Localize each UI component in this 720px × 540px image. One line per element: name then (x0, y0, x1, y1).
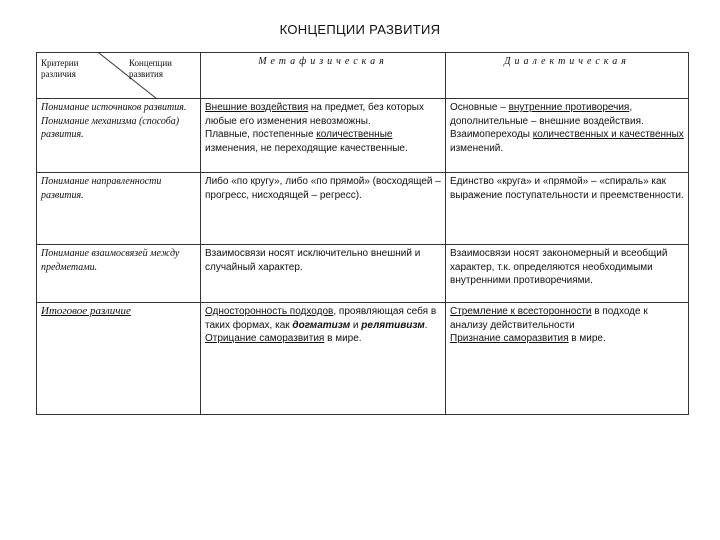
table-row (37, 173, 689, 245)
metaphysical-cell (201, 303, 446, 415)
criterion-cell (37, 303, 201, 415)
concepts-label-line2: развития (129, 69, 164, 79)
table-row (37, 245, 689, 303)
text-quantitative-qualitative: количественных и качественных (532, 129, 684, 140)
text-quantitative: количественные (316, 129, 393, 140)
criterion-sources: Понимание источников развития. (41, 102, 187, 113)
concepts-label (129, 58, 172, 80)
dialectical-cell (446, 303, 689, 415)
criterion-relations: Понимание взаимосвязей между предметами. (37, 245, 201, 303)
criteria-label (41, 58, 78, 80)
criteria-label-line2: различия (41, 69, 76, 79)
metaphysical-cell: Взаимосвязи носят исключительно внешний и случайный характер. (201, 245, 446, 303)
corner-cell (37, 53, 201, 99)
criterion-final: Итоговое различие (41, 305, 131, 317)
criterion-direction: Понимание направленности развития. (37, 173, 201, 245)
metaphysical-cell (201, 99, 446, 173)
text-comprehensiveness: Стремление к всесторонности (450, 306, 592, 317)
metaphysical-cell: Либо «по кругу», либо «по прямой» (восходящей – прогресс, нисходящей – регресс). (201, 173, 446, 245)
dialectical-header: Диалектическая (446, 53, 689, 99)
text-relativism: релятивизм (361, 319, 425, 331)
concepts-table (36, 52, 689, 415)
text-recognition-self-development: Признание саморазвития (450, 333, 569, 344)
header-row (37, 53, 689, 99)
text: Плавные, постепенные (205, 129, 317, 140)
text: . (424, 319, 428, 331)
text: на предмет, без которых любые его изменения невозможны. (205, 102, 424, 127)
table-row (37, 99, 689, 173)
criterion-cell (37, 99, 201, 173)
text: изменения, не переходящие качественные. (205, 142, 408, 154)
text-one-sidedness: Односторонность подходов (205, 306, 334, 317)
text: , дополнительные – внешние воздействия. (450, 102, 644, 127)
text: в мире. (568, 333, 606, 344)
text: и (350, 319, 362, 331)
text-denial-self-development: Отрицание саморазвития (205, 333, 325, 344)
metaphysical-header: Метафизическая (201, 53, 446, 99)
text: изменений. (450, 142, 504, 154)
concepts-label-line1: Концепции (129, 58, 172, 68)
dialectical-cell: Взаимосвязи носят закономерный и всеобщий характер, т.к. определяются необходимыми внутренними противоречиями. (446, 245, 689, 303)
text: , проявляющая себя в таких формах, как (205, 306, 437, 331)
text: Основные – (450, 102, 509, 113)
dialectical-cell: Единство «круга» и «прямой» – «спираль» как выражение поступательности и преемственности. (446, 173, 689, 245)
text-dogmatism: догматизм (292, 319, 351, 331)
text: в мире. (324, 333, 362, 344)
text-internal-contradictions: внутренние противоречия (508, 102, 630, 113)
text: в подходе к анализу действительности (450, 306, 648, 331)
criteria-label-line1: Критерии (41, 58, 79, 68)
criterion-mechanism: Понимание механизма (способа) развития. (41, 115, 180, 140)
text: Взаимопереходы (450, 129, 533, 140)
table-row (37, 303, 689, 415)
text-external-influences: Внешние воздействия (205, 102, 309, 113)
page-title: КОНЦЕПЦИИ РАЗВИТИЯ (279, 22, 441, 37)
dialectical-cell (446, 99, 689, 173)
